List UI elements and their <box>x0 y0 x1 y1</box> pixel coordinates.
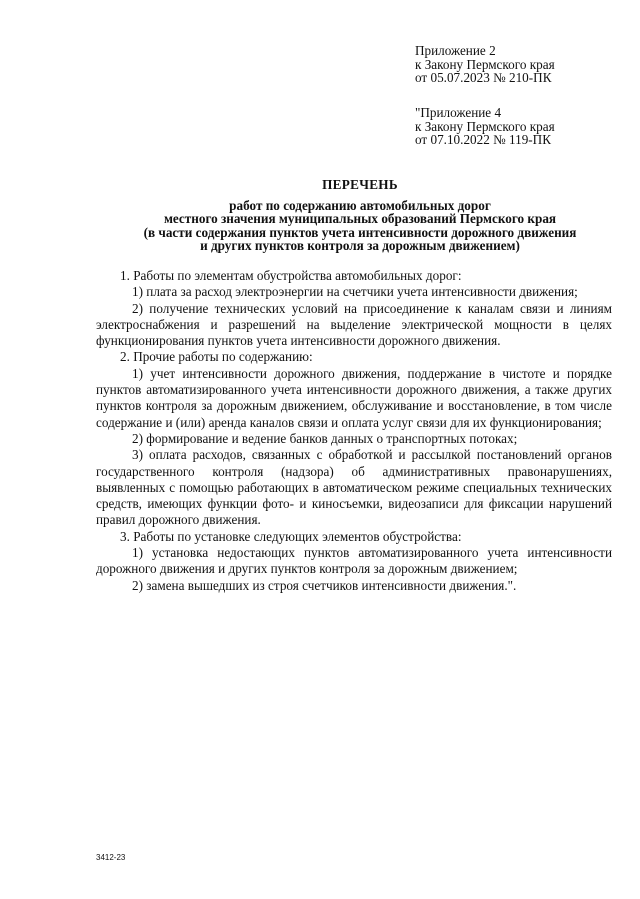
section-1-item-2: 2) получение технических условий на присоединение к каналам связи и линиям электроснабжения и разрешений на выделение электрической мощности в целях функционирования пунктов учета интенсивности дорожного движения. <box>96 300 612 349</box>
appendix-current-line2: к Закону Пермского края <box>415 56 555 72</box>
title-heading: ПЕРЕЧЕНЬ <box>322 177 398 192</box>
appendix-current-line1: Приложение 2 <box>415 43 496 58</box>
document-code: 3412-23 <box>96 853 126 862</box>
appendix-current-line3: от 05.07.2023 № 210-ПК <box>415 70 552 85</box>
section-2-item-3: 3) оплата расходов, связанных с обработкой и рассылкой постановлений органов государственного контроля (надзора) об административных правонарушениях, выявленных с помощью работающих в автоматическом режиме специальных технических средств, имеющих функции фото- и киносъемки, видеозаписи для фиксации нарушений правил дорожного движения. <box>96 447 612 528</box>
section-2-item-2: 2) формирование и ведение банков данных о транспортных потоках; <box>132 430 518 446</box>
section-1-heading: 1. Работы по элементам обустройства автомобильных дорог: <box>120 268 462 283</box>
title-line1: работ по содержанию автомобильных дорог <box>229 197 491 213</box>
appendix-original-line2: к Закону Пермского края <box>415 118 555 134</box>
title-line2: местного значения муниципальных образований Пермского края <box>163 211 557 227</box>
section-1-item-1: 1) плата за расход электроэнергии на счетчики учета интенсивности движения; <box>132 284 578 300</box>
title-line4: и других пунктов контроля за дорожным движением) <box>200 238 520 254</box>
appendix-original-reference <box>415 106 555 147</box>
section-2-item-1: 1) учет интенсивности дорожного движения, поддержание в чистоте и порядке пунктов автоматизированного учета интенсивности дорожного движения, а также других пунктов контроля за дорожным движением, обслуживание и восстановление, в том числе содержание и (или) аренда каналов связи и оплата услуг связи для их функционирования; <box>96 365 612 430</box>
title-line3: (в части содержания пунктов учета интенсивности дорожного движения <box>143 224 577 240</box>
appendix-original-line3: от 07.10.2022 № 119-ПК <box>415 132 552 147</box>
section-3-heading: 3. Работы по установке следующих элементов обустройства: <box>120 528 462 544</box>
document-body <box>96 268 612 594</box>
document-title <box>80 178 640 253</box>
section-3-item-2: 2) замена вышедших из строя счетчиков интенсивности движения.". <box>132 577 517 593</box>
section-3-item-1: 1) установка недостающих пунктов автоматизированного учета интенсивности дорожного движения и других пунктов контроля за дорожным движением; <box>96 545 612 577</box>
appendix-original-line1: "Приложение 4 <box>415 105 502 120</box>
section-2-heading: 2. Прочие работы по содержанию: <box>120 349 313 365</box>
appendix-current-reference <box>415 44 555 85</box>
